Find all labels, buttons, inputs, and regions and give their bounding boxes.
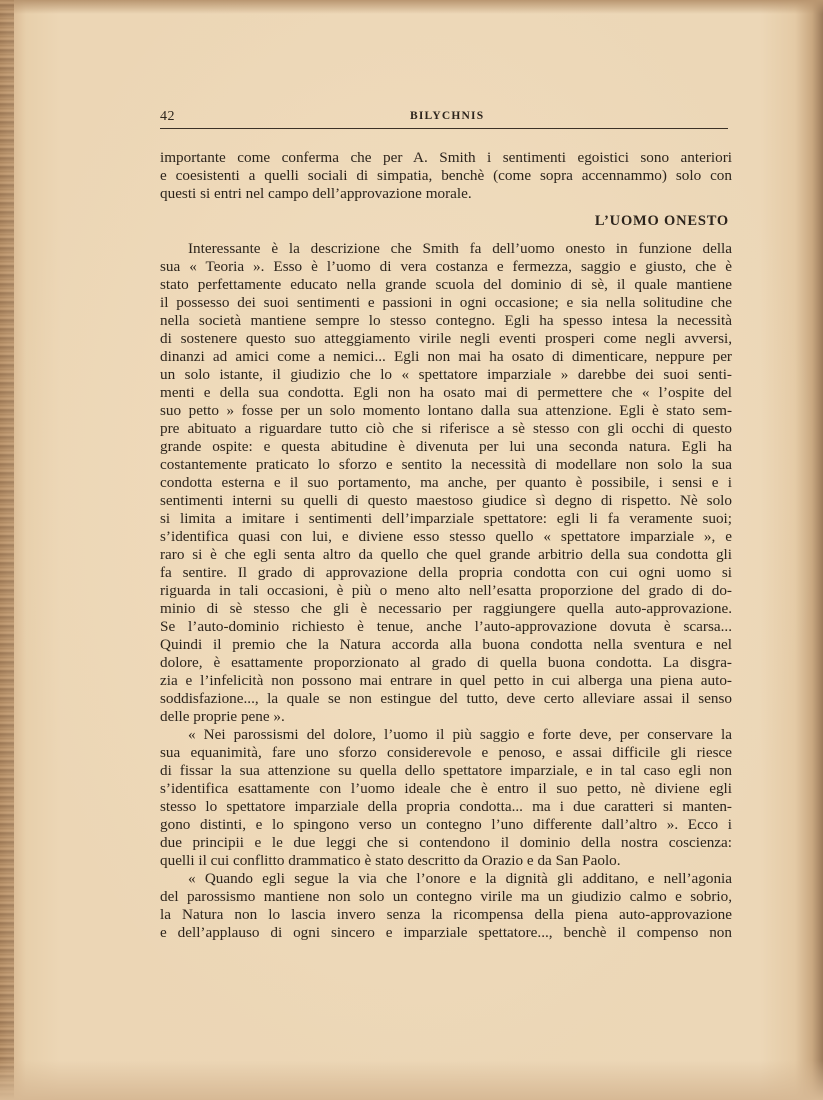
text-line: s’identifica quasi con lui, e diviene esso stesso quello « spettatore imparziale », e [160, 528, 732, 545]
text-line: riguarda in tali occasioni, è più o meno alto nell’esatta proporzione del grado di do- [160, 582, 732, 599]
text-line: sua « Teoria ». Esso è l’uomo di vera costanza e fermezza, saggio e giusto, che è [160, 258, 732, 275]
text-line: pre abituato a riguardare tutto ciò che si riferisce a sè stesso con gli occhi di questo [160, 420, 732, 437]
text-line: quelli il cui conflitto drammatico è stato descritto da Orazio e da San Paolo. [160, 852, 621, 869]
text-line: minio di sè stesso che gli è necessario per raggiungere quella auto-approvazione. [160, 600, 732, 617]
header-rule [160, 128, 728, 129]
journal-title: BILYCHNIS [410, 110, 485, 122]
text-line: di fissar la sua attenzione su quella dello spettatore imparziale, e in tal caso egli non [160, 762, 732, 779]
text-line: si limita a imitare i sentimenti dell’imparziale spettatore: egli li fa veramente suoi; [160, 510, 732, 527]
text-line: la Natura non lo lascia invero senza la ricompensa della piena auto-approvazione [160, 906, 732, 923]
text-line: due principii e le due leggi che si contendono il dominio della nostra coscienza: [160, 834, 732, 851]
text-line: zia e l’infelicità non possono mai entrare in quel petto in cui alberga una piena auto- [160, 672, 732, 689]
text-line: condotta esterna e il suo portamento, ma anche, per quanto è possibile, i sensi e i [160, 474, 732, 491]
text-line: nella società mantiene sempre lo stesso contegno. Egli ha spesso intesa la necessità [160, 312, 732, 329]
page-binding-edge [0, 0, 14, 1100]
text-line: « Quando egli segue la via che l’onore e la dignità gli additano, e nell’agonia [188, 870, 732, 887]
body-text [160, 149, 732, 942]
text-line: di sostenere questo suo atteggiamento virile negli eventi prosperi come negli avversi, [160, 330, 732, 347]
running-head [160, 109, 728, 131]
text-line: stesso lo spettatore imparziale della propria condotta... ma i due caratteri si manten- [160, 798, 732, 815]
text-line: sentimenti interni su quelli di questo maestoso giudice sì degno di rispetto. Nè solo [160, 492, 732, 509]
text-line: costantemente praticato lo sforzo e sentito la necessità di modellare non solo la sua [160, 456, 732, 473]
section-heading: L’UOMO ONESTO [594, 213, 729, 229]
text-line: gono distinti, e lo spingono verso un contegno l’uno differente dall’altro ». Ecco i [160, 816, 732, 833]
text-line: questi si entri nel campo dell’approvazione morale. [160, 185, 472, 202]
page-number: 42 [160, 109, 175, 124]
text-line: suo petto » fosse per un solo momento lontano dalla sua attenzione. Egli è stato sem- [160, 402, 732, 419]
text-line: Interessante è la descrizione che Smith fa dell’uomo onesto in funzione della [188, 240, 732, 257]
text-line: delle proprie pene ». [160, 708, 285, 725]
text-line: e coesistenti a quelli sociali di simpatia, benchè (come sopra accennammo) solo con [160, 167, 732, 184]
text-line: grande ospite: e questa abitudine è divenuta per lui una seconda natura. Egli ha [160, 438, 732, 455]
text-line: importante come conferma che per A. Smith i sentimenti egoistici sono anteriori [160, 149, 732, 166]
text-line: soddisfazione..., la quale se non estingue del tutto, deve certo alleviare assai il senso [160, 690, 732, 707]
text-line: « Nei parossismi del dolore, l’uomo il più saggio e forte deve, per conservare la [188, 726, 732, 743]
text-line: fa sentire. Il grado di approvazione della propria condotta con cui ogni uomo si [160, 564, 732, 581]
text-line: il possesso dei suoi sentimenti e passioni in ogni occasione; e sia nella solitudine che [160, 294, 732, 311]
text-line: dinanzi ad amici come a nemici... Egli non mai ha osato di dimenticare, neppure per [160, 348, 732, 365]
text-line: del parossismo mantiene non solo un contegno virile ma un giudizio calmo e sobrio, [160, 888, 732, 905]
text-line: menti e della sua condotta. Egli non ha osato mai di permettere che « l’ospite del [160, 384, 732, 401]
text-line: Quindi il premio che la Natura accorda alla buona condotta nella sventura e nel [160, 636, 732, 653]
text-line: raro si è che egli senta altro da quello che quel grande arbitrio della sua condotta gli [160, 546, 732, 563]
text-line: dolore, è esattamente proporzionato al grado di quella buona condotta. La disgra- [160, 654, 732, 671]
text-line: Se l’auto-dominio richiesto è tenue, anche l’auto-approvazione dovuta è scarsa... [160, 618, 732, 635]
text-line: e dell’applauso di ogni sincero e imparziale spettatore..., benchè il compenso non [160, 924, 732, 941]
text-line: sua equanimità, fare uno sforzo considerevole e penoso, e assai difficile gli riesce [160, 744, 732, 761]
text-line: un solo istante, il giudizio che lo « spettatore imparziale » darebbe dei suoi senti- [160, 366, 732, 383]
text-line: s’identifica esattamente con l’uomo ideale che è entro il suo petto, nè diviene egli [160, 780, 732, 797]
text-line: stato perfettamente educato nella grande scuola del dominio di sè, il quale mantiene [160, 276, 732, 293]
